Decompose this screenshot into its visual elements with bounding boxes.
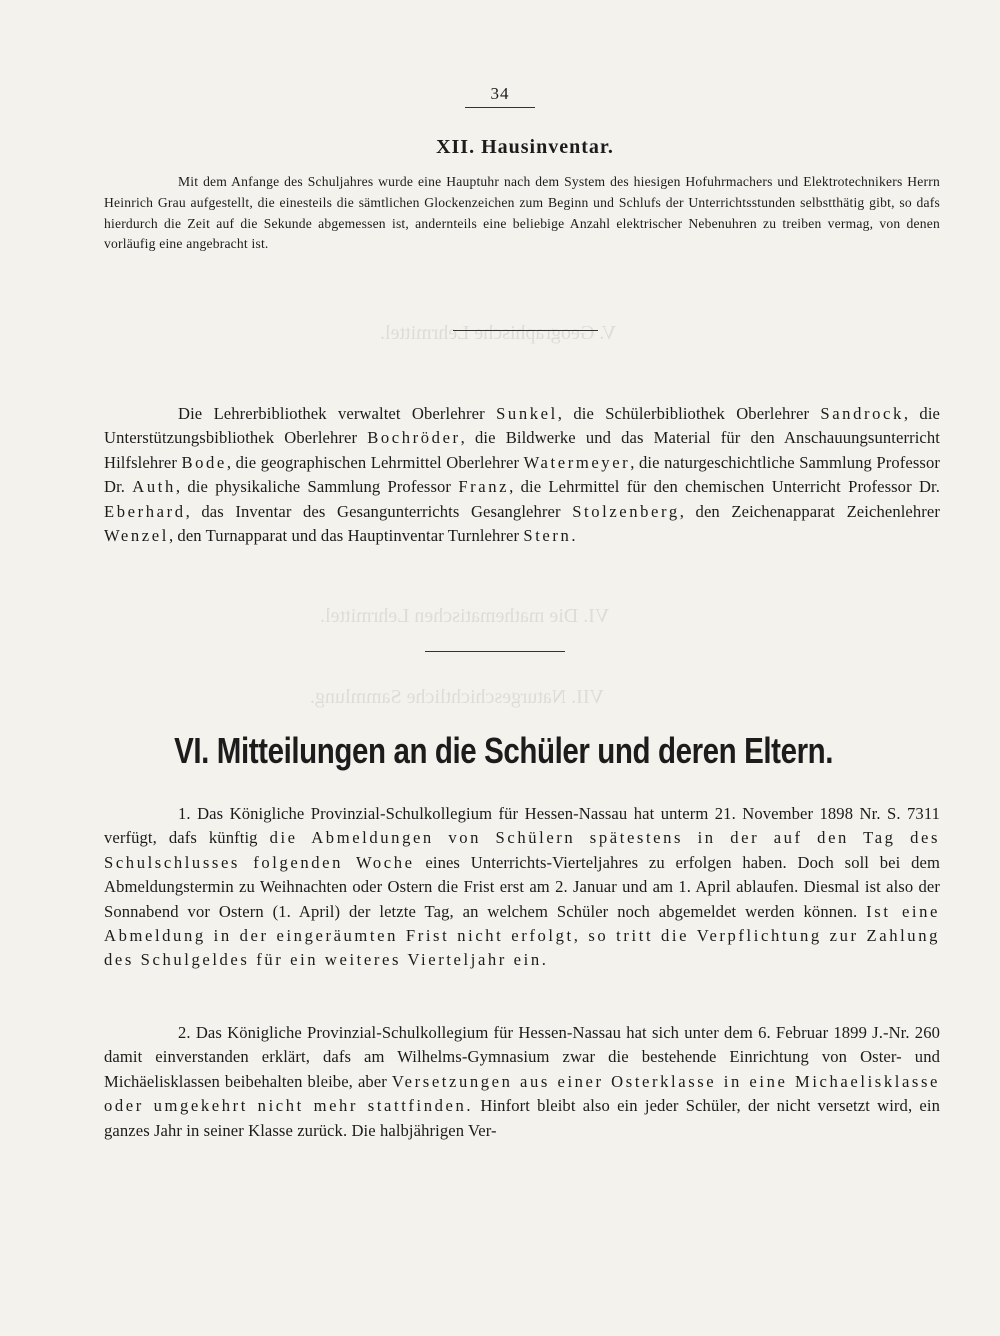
notice-emphasis: die Abmeldungen von Schülern spätestens in der auf den Tag des Schulschlusses folgenden Woche [104,828,940,872]
notice-text: eines Unterrichts-Vierteljahres zu erfolgen haben. Doch soll bei dem Abmeldungstermin zu Weihnachten oder Ostern die Frist erst am 2. Januar und am 1. April ablaufen. Diesmal ist also der Sonnabend vor Ostern (1. April) der letzte Tag, an welchem Schüler noch abgemeldet werden können. [104,852,941,921]
page-number-rule [465,107,535,108]
person-name: Sunkel [496,404,558,423]
person-name: Wenzel [104,526,169,546]
divider-rule [425,651,565,652]
notice-text: 2. Das Königliche Provinzial-Schulkollegium für Hessen-Nassau hat sich unter dem 6. Februar 1899 J.-Nr. 260 damit einverstanden erklärt, dafs am Wilhelms-Gymnasium zwar die bestehende Einrichtung von Oster- und Michäelisklassen beibehalten bleibe, aber [104,1023,940,1091]
person-name: Bochröder [367,428,461,448]
person-name: Sandrock [820,404,904,423]
notice-paragraph-1 [104,802,940,973]
collections-text: , die geographischen Lehrmittel Oberlehrer [226,452,524,472]
collections-text: , die Unterstützungsbibliothek Oberlehrer [104,404,941,448]
section-xii-paragraph: Mit dem Anfange des Schuljahres wurde eine Hauptuhr nach dem System des hiesigen Hofuhrmachers und Elektrotechnikers Herrn Heinrich Grau aufgestellt, die einesteils die sämtlichen Glockenzeichen zum Beginn und Schlufs der Unterrichtsstunden selbstthätig gibt, so dafs hierdurch die Zeit auf die Sekunde abgemessen ist, andernteils eine beliebige Anzahl elektrischer Nebenuhren zu treiben vermag, von denen vorläufig eine angebracht ist. [104,174,940,252]
person-name: Eberhard [104,501,186,521]
person-name: Watermeyer [523,452,631,472]
notice-text: Hinfort bleibt also ein jeder Schüler, der nicht versetzt wird, ein ganzes Jahr in seiner Klasse zurück. Die halbjährigen Ver- [104,1096,940,1140]
collections-text: , die Schülerbibliothek Oberlehrer [557,404,821,423]
section-vi-title: VI. Mitteilungen an die Schüler und deren Eltern. [174,730,834,771]
notice-emphasis: Versetzungen aus einer Osterklasse in eine Michaelisklasse oder umgekehrt nicht mehr stattfinden. [104,1071,940,1116]
person-name: Franz [458,477,510,497]
page-number: 34 [490,84,510,103]
collections-text: . [571,526,576,546]
notice-emphasis: Ist eine Abmeldung in der eingeräumten Frist nicht erfolgt, so tritt die Verpflichtung zur Zahlung des Schulgeldes für ein weiteres Vierteljahr ein. [104,901,940,970]
section-xii-title: XII. Hausinventar. [436,136,614,158]
bleed-through-text: VI. Die mathematischen Lehrmittel. [320,605,610,627]
collections-text: , die Lehrmittel für den chemischen Unterricht Professor Dr. [509,477,940,497]
collections-text: , die physikaliche Sammlung Professor [175,477,459,497]
person-name: Auth [132,477,176,497]
collections-text: , den Turnapparat und das Hauptinventar Turnlehrer [168,526,524,546]
person-name: Bode [181,452,227,472]
collections-text: , den Zeichenapparat Zeichenlehrer [679,501,940,521]
collections-text: , das Inventar des Gesangunterrichts Gesanglehrer [185,501,573,521]
collections-text: , die naturgeschichtliche Sammlung Professor Dr. [104,452,940,497]
collections-paragraph [104,402,940,548]
collections-text: Die Lehrerbibliothek verwaltet Oberlehrer [178,404,497,423]
bleed-through-text: VII. Naturgeschichtliche Sammlung. [310,686,605,708]
collections-text: , die Bildwerke und das Material für den Anschauungsunterricht Hilfslehrer [104,428,940,472]
notice-paragraph-2 [104,1021,940,1143]
bleed-through-text: V. Geographische Lehrmittel. [380,322,617,344]
person-name: Stolzenberg [572,501,680,521]
notice-text: 1. Das Königliche Provinzial-Schulkollegium für Hessen-Nassau hat unterm 21. November 1898 Nr. S. 7311 verfügt, dafs künftig [104,804,940,848]
divider-rule [453,330,598,331]
person-name: Stern [523,526,572,546]
